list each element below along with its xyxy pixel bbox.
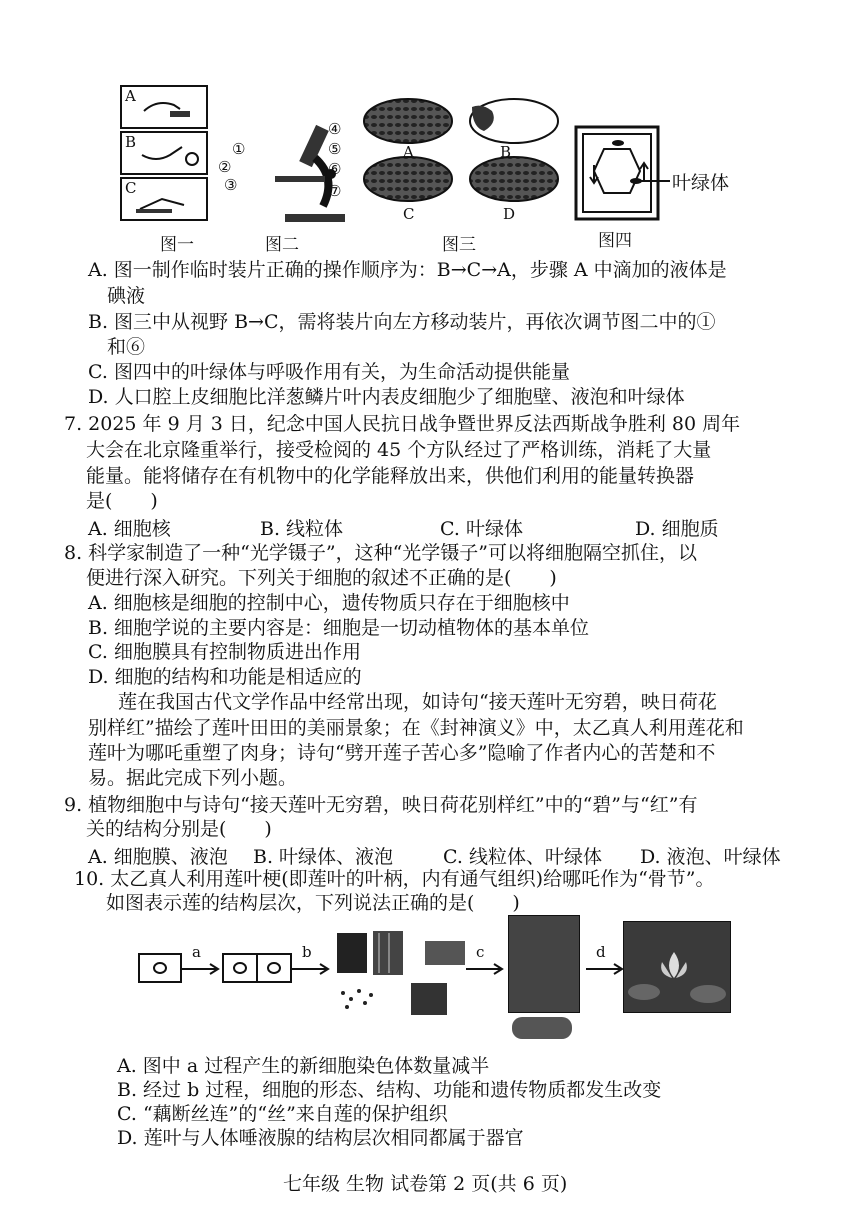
- plant-cell-diagram: [574, 125, 660, 221]
- fig2-label-5: ⑤: [328, 140, 342, 158]
- q6-option-b-line1: B. 图三中从视野 B→C，需将装片向左方移动装片，再依次调节图二中的①: [88, 311, 716, 333]
- q8-option-c: C. 细胞膜具有控制物质进出作用: [88, 641, 361, 663]
- lotus-plant-photo: [623, 921, 731, 1013]
- fig4-caption: 图四: [598, 231, 632, 251]
- q6-option-d: D. 人口腔上皮细胞比洋葱鳞片叶内表皮细胞少了细胞壁、液泡和叶绿体: [88, 386, 685, 408]
- q6-option-a-line1: A. 图一制作临时装片正确的操作顺序为：B→C→A，步骤 A 中滴加的液体是: [88, 259, 727, 281]
- q9-stem-line2: 关的结构分别是( ): [86, 818, 272, 840]
- arrow-d-label: d: [596, 943, 606, 961]
- arrow-a-label: a: [192, 943, 201, 961]
- arrow-c-label: c: [476, 943, 485, 961]
- q6-option-a-line2: 碘液: [107, 285, 146, 307]
- fig1-caption: 图一: [160, 235, 194, 255]
- passage-line3: 莲叶为哪吒重塑了肉身；诗句“劈开莲子苦心多”隐喻了作者内心的苦楚和不: [88, 742, 716, 764]
- fig2-label-1: ①: [232, 140, 246, 158]
- fig1-step-a-panel: [120, 85, 208, 129]
- q7-option-a: A. 细胞核: [88, 518, 171, 540]
- q9-option-a: A. 细胞膜、液泡: [88, 846, 228, 868]
- fig1-step-b-panel: [120, 131, 208, 175]
- passage-line4: 易。据此完成下列小题。: [88, 767, 298, 789]
- dropper-icon: [122, 87, 206, 127]
- q10-option-a: A. 图中 a 过程产生的新细胞染色体数量减半: [117, 1055, 490, 1077]
- lotus-structure-diagram: [130, 915, 730, 1055]
- tweezers-icon: [122, 179, 206, 219]
- view-d: [470, 157, 558, 201]
- cover-slip-icon: [122, 133, 206, 173]
- q8-option-d: D. 细胞的结构和功能是相适应的: [88, 666, 362, 688]
- fig1-step-c-panel: [120, 177, 208, 221]
- single-cell: [138, 953, 182, 983]
- chloroplast-label: 叶绿体: [672, 172, 730, 194]
- q9-stem-line1: 9. 植物细胞中与诗句“接天莲叶无穷碧，映日荷花别样红”中的“碧”与“红”有: [64, 794, 698, 816]
- microscope-views: [362, 97, 562, 217]
- view-a: [364, 99, 452, 143]
- fig3-caption: 图三: [442, 235, 476, 255]
- q7-option-d: D. 细胞质: [635, 518, 719, 540]
- q7-stem-line4: 是( ): [86, 490, 158, 512]
- q9-option-d: D. 液泡、叶绿体: [640, 846, 781, 868]
- nuclei-icon: [224, 955, 290, 981]
- nucleus-icon: [140, 955, 180, 981]
- fig3-view-label-b: B: [500, 143, 512, 161]
- q10-option-b: B. 经过 b 过程，细胞的形态、结构、功能和遗传物质都发生改变: [117, 1079, 662, 1101]
- q7-option-c: C. 叶绿体: [440, 518, 523, 540]
- fig1-step-label: C: [125, 179, 137, 197]
- view-c: [364, 157, 452, 201]
- tissue-samples: [335, 931, 470, 1021]
- passage-line2: 别样红”描绘了莲叶田田的美丽景象；在《封神演义》中，太乙真人利用莲花和: [88, 717, 744, 739]
- q7-option-b: B. 线粒体: [260, 518, 344, 540]
- arrow-b-icon: [292, 959, 332, 979]
- arrow-d-icon: [586, 959, 626, 979]
- pointer-line: [640, 176, 670, 186]
- fig1-step-label: B: [125, 133, 137, 151]
- fig3-view-label-c: C: [403, 205, 415, 223]
- q10-option-d: D. 莲叶与人体唾液腺的结构层次相同都属于器官: [117, 1127, 524, 1149]
- fig2-label-3: ③: [224, 176, 238, 194]
- q8-stem-line2: 便进行深入研究。下列关于细胞的叙述不正确的是( ): [86, 567, 557, 589]
- fig2-caption: 图二: [265, 235, 299, 255]
- arrow-a-icon: [182, 959, 222, 979]
- q9-option-c: C. 线粒体、叶绿体: [443, 846, 602, 868]
- fig2-label-7: ⑦: [328, 182, 342, 200]
- fig2-label-6: ⑥: [328, 160, 342, 178]
- q6-option-b-line2: 和⑥: [107, 336, 146, 358]
- fig2-label-2: ②: [218, 158, 232, 176]
- q10-stem-line1: 10. 太乙真人利用莲叶梗(即莲叶的叶柄，内有通气组织)给哪吒作为“骨节”。: [74, 868, 715, 890]
- fig2-label-4: ④: [328, 120, 342, 138]
- q10-option-c: C. “藕断丝连”的“丝”来自莲的保护组织: [117, 1103, 448, 1125]
- microscope-icon: [245, 118, 375, 228]
- q10-stem-line2: 如图表示莲的结构层次，下列说法正确的是( ): [106, 892, 520, 914]
- fig3-view-label-d: D: [503, 205, 516, 223]
- q8-option-a: A. 细胞核是细胞的控制中心，遗传物质只存在于细胞核中: [88, 592, 570, 614]
- lotus-organs-photo: [508, 915, 580, 1013]
- two-cells: [222, 953, 292, 983]
- arrow-b-label: b: [302, 943, 312, 961]
- lotus-flower-icon: [624, 922, 730, 1012]
- page-footer: 七年级 生物 试卷第 2 页(共 6 页): [283, 1173, 568, 1195]
- lotus-root-photo: [512, 1017, 572, 1039]
- figure-row: [0, 0, 868, 260]
- q8-stem-line1: 8. 科学家制造了一种“光学镊子”，这种“光学镊子”可以将细胞隔空抓住，以: [64, 542, 698, 564]
- q7-stem-line3: 能量。能将储存在有机物中的化学能释放出来，供他们利用的能量转换器: [86, 465, 695, 487]
- q8-option-b: B. 细胞学说的主要内容是：细胞是一切动植物体的基本单位: [88, 617, 590, 639]
- arrow-c-icon: [466, 959, 506, 979]
- q6-option-c: C. 图四中的叶绿体与呼吸作用有关，为生命活动提供能量: [88, 361, 570, 383]
- passage-line1: 莲在我国古代文学作品中经常出现，如诗句“接天莲叶无穷碧，映日荷花: [118, 691, 717, 713]
- q9-option-b: B. 叶绿体、液泡: [253, 846, 394, 868]
- q7-stem-line1: 7. 2025 年 9 月 3 日，纪念中国人民抗日战争暨世界反法西斯战争胜利 80 周年: [64, 413, 741, 435]
- fig3-view-label-a: A: [403, 143, 414, 161]
- fig1-step-label: A: [125, 87, 136, 105]
- q7-stem-line2: 大会在北京隆重举行，接受检阅的 45 个方队经过了严格训练，消耗了大量: [86, 439, 712, 461]
